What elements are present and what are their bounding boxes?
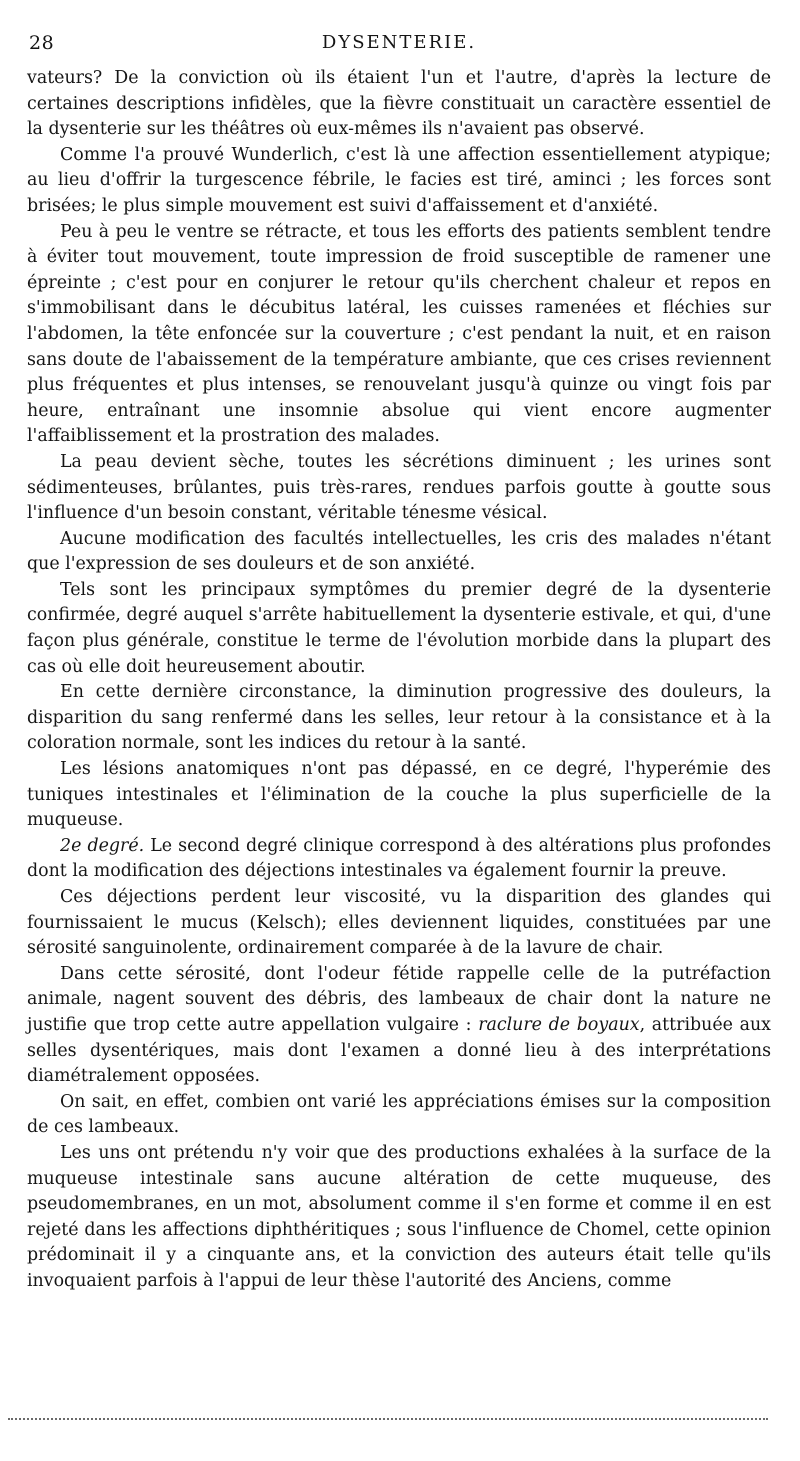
- paragraph-11-after: , attribuée aux selles dysentériques, mais dont l'examen a donné lieu à des interprétations diamétralement opposées.: [27, 1014, 771, 1087]
- paragraph-5: Aucune modification des facultés intellectuelles, les cris des malades n'étant que l'expression de ses douleurs et de son anxiété.: [27, 528, 771, 575]
- running-head: DYSENTERIE.: [321, 32, 477, 53]
- degree-label: 2e degré.: [60, 835, 145, 856]
- paragraph-2: Comme l'a prouvé Wunderlich, c'est là une affection essentiellement atypique; au lieu d'offrir la turgescence fébrile, le facies est tiré, aminci ; les forces sont brisées; le plus simple mouvement est suivi d'affaissement et d'anxiété.: [27, 144, 771, 216]
- paragraph-9: [27, 834, 771, 885]
- paragraph-7: En cette dernière circonstance, la diminution progressive des douleurs, la disparition du sang renfermé dans les selles, leur retour à la consistance et à la coloration normale, sont les indices du retour à la santé.: [27, 682, 771, 754]
- paragraph-10: Ces déjections perdent leur viscosité, vu la disparition des glandes qui fournissaient le mucus (Kelsch); elles deviennent liquides, constituées par une sérosité sanguinolente, ordinairement comparée à de la lavure de chair.: [27, 887, 771, 959]
- paragraph-12: On sait, en effet, combien ont varié les appréciations émises sur la composition de ces lambeaux.: [27, 1091, 771, 1138]
- footer-dotted-rule: [8, 1418, 768, 1420]
- paragraph-1: vateurs? De la conviction où ils étaient l'un et l'autre, d'après la lecture de certaines descriptions infidèles, que la fièvre constituait un caractère essentiel de la dysenterie sur les théâtres où eux-mêmes ils n'avaient pas observé.: [27, 68, 771, 140]
- body-text: [27, 66, 771, 1295]
- paragraph-4: La peau devient sèche, toutes les sécrétions diminuent ; les urines sont sédimenteuses, brûlantes, puis très-rares, rendues parfois goutte à goutte sous l'influence d'un besoin constant, véritable ténesme vésical.: [27, 451, 771, 524]
- page-header: [27, 32, 771, 60]
- paragraph-13: Les uns ont prétendu n'y voir que des productions exhalées à la surface de la muqueuse intestinale sans aucune altération de cette muqueuse, des pseudomembranes, en un mot, absolument comme il s'en forme et comme il en est rejeté dans les affections diphthéritiques ; sous l'influence de Chomel, cette opinion prédominait il y a cinquante ans, et la conviction des auteurs était telle qu'ils invoquaient parfois à l'appui de leur thèse l'autorité des Anciens, comme: [27, 1142, 771, 1291]
- paragraph-3: Peu à peu le ventre se rétracte, et tous les efforts des patients semblent tendre à éviter tout mouvement, toute impression de froid susceptible de ramener une épreinte ; c'est pour en conjurer le retour qu'ils cherchent chaleur et repos en s'immobilisant dans le décubitus latéral, les cuisses ramenées et fléchies sur l'abdomen, la tête enfoncée sur la couverture ; c'est pendant la nuit, et en raison sans doute de l'abaissement de la température ambiante, que ces crises reviennent plus fréquentes et plus intenses, se renouvelant jusqu'à quinze ou vingt fois par heure, entraînant une insomnie absolue qui vient encore augmenter l'affaiblissement et la prostration des malades.: [27, 221, 771, 447]
- italic-phrase: raclure de boyaux: [478, 1014, 640, 1035]
- paragraph-9-text: Le second degré clinique correspond à des altérations plus profondes dont la modification des déjections intestinales va également fournir la preuve.: [27, 835, 771, 882]
- paragraph-11-before: Dans cette sérosité, dont l'odeur fétide rappelle celle de la putréfaction animale, nagent souvent des débris, des lambeaux de chair dont la nature ne justifie que trop cette autre appellation vulgaire :: [27, 963, 771, 1035]
- book-page: [27, 32, 771, 1295]
- page-number: 28: [29, 32, 55, 54]
- paragraph-6: Tels sont les principaux symptômes du premier degré de la dysenterie confirmée, degré auquel s'arrête habituellement la dysenterie estivale, et qui, d'une façon plus générale, constitue le terme de l'évolution morbide dans la plupart des cas où elle doit heureusement aboutir.: [27, 579, 771, 677]
- paragraph-11: [27, 962, 771, 1090]
- paragraph-8: Les lésions anatomiques n'ont pas dépassé, en ce degré, l'hyperémie des tuniques intestinales et l'élimination de la couche la plus superficielle de la muqueuse.: [27, 759, 771, 831]
